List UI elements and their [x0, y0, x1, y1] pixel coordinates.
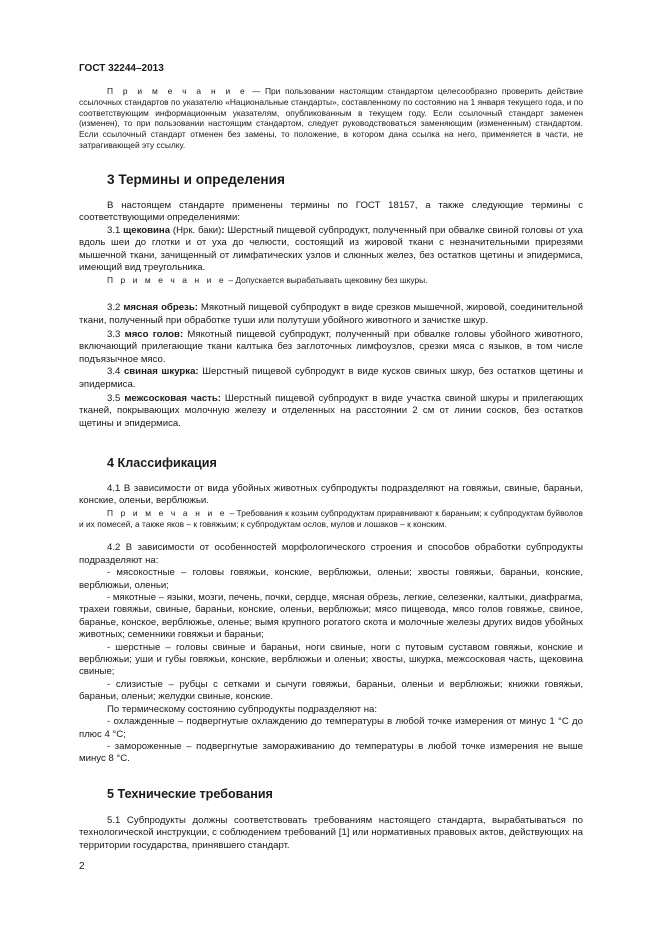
clause-4-1: 4.1 В зависимости от вида убойных животных субпродукты подразделяют на говяжьи, свиные, бараньи, конские, оленьи, верблюжьи.	[79, 483, 583, 507]
section-4-heading	[79, 456, 583, 470]
section-3-heading	[79, 172, 583, 187]
term-name: свиная шкурка:	[123, 366, 199, 378]
section-title: 4 Классификация	[107, 456, 217, 470]
list-item: - мясокостные – головы говяжьи, конские, верблюжьи, оленьи; хвосты говяжьи, бараньи, конские, верблюжьи, оленьи;	[79, 567, 583, 591]
term-3-2	[79, 302, 583, 327]
intro-note	[79, 86, 583, 151]
term-name: межсосковая часть:	[124, 393, 221, 405]
note-body: – Требования к козьим субпродуктам приравнивают к бараньим; к субпродуктам буйволов и их помесей, а также яков – к говяжьим; к субпродуктам ослов, мулов и лошаков – к конским.	[79, 507, 583, 529]
term-3-5	[79, 393, 583, 430]
list-item: - слизистые – рубцы с сетками и сычуги говяжьи, бараньи, оленьи и верблюжьи; книжки говяжьи, бараньи, оленьи; желудки свиные, конские.	[79, 678, 583, 703]
term-definition: Мякотный пищевой субпродукт, полученный при обвалке головы убойного животного, включающий прилегающие ткани калтыка без заглоточных лимфоузлов, срезки мяса с языков, в том числе подъязычное мясо.	[79, 329, 583, 365]
list-item: - шерстные – головы свиные и бараньи, ноги свиные, ноги с путовым суставом говяжьи, конские и верблюжьи; уши и губы говяжьи, конские, верблюжьи и оленьи; хвосты, шкурка, межсосковая часть, щековина свиные;	[79, 641, 583, 678]
term-3-4	[79, 366, 583, 391]
term-definition: Шерстный пищевой субпродукт в виде участка свиной шкуры и прилегающих тканей, покрывающих молочную железу и отделенных на расстоянии 2 см от линии сосков, без остатков щетины и эпидермиса.	[79, 393, 583, 429]
term-definition: Мякотный пищевой субпродукт в виде срезков мышечной, жировой, соединительной ткани, полученный при обработке туши или полутуши убойного животного и зачистке шкур.	[79, 302, 583, 326]
list-item: - мякотные – языки, мозги, печень, почки, сердце, мясная обрезь, легкие, селезенки, калтыки, диафрагма, трахеи говяжьи, свиные, бараньи, конские, оленьи, верблюжьи; мясо пищевода, мясо голов говяжье, свиное, баранье, конское, верблюжье, оленье; вымя крупного рогатого скота и молочные железы других видов убойных животных; семенники говяжьи и бараньи;	[79, 592, 583, 641]
note-body: – Допускается вырабатывать щековину без шкуры.	[226, 275, 428, 286]
term-3-1	[79, 225, 583, 275]
intro-note-text	[79, 86, 583, 151]
section-title: 3 Термины и определения	[107, 172, 285, 187]
term-number: 3.4	[107, 366, 124, 378]
term-name: щековина	[123, 224, 171, 236]
note-body: — При пользовании настоящим стандартом целесообразно проверить действие ссылочных стандартов по указателю «Национальные стандарты», составленному по состоянию на 1 января текущего года, и по соответствующим информационным указателям, опубликованным в текущем году. Если ссылочный стандарт заменен (изменен), то при пользовании настоящим стандартом, следует руководствоваться заменяющим (измененным) стандартом. Если ссылочный стандарт отменен без замены, то положение, в котором дана ссылка на него, применяется в части, не затрагивающей эту ссылку.	[79, 86, 583, 150]
section-5-heading	[79, 787, 583, 801]
section-4-body	[79, 483, 583, 766]
term-3-3	[79, 329, 583, 366]
term-name: мясо голов:	[124, 329, 184, 341]
clause-4-2: 4.2 В зависимости от особенностей морфологического строения и способов обработки субпродукты подразделяют на:	[79, 542, 583, 566]
term-number: 3.1	[107, 224, 124, 236]
term-name: мясная обрезь:	[123, 302, 198, 314]
list-item: - замороженные – подвергнутые замораживанию до температуры в любой точке измерения не выше минус 8 °С.	[79, 740, 583, 765]
term-colon: :	[221, 224, 225, 236]
document-header: ГОСТ 32244–2013	[79, 63, 164, 74]
term-definition: Шерстный пищевой субпродукт в виде кусков свиных шкур, без остатков щетины и эпидермиса.	[79, 366, 584, 390]
term-number: 3.3	[107, 329, 125, 341]
note-lead: П р и м е ч а н и е	[107, 275, 227, 286]
term-definition: Шерстный пищевой субпродукт, полученный при обвалке свиной головы от уха вдоль шеи до глотки и от уха до челюсти, состоящий из жировой ткани с незначительными прирезями мышечной ткани, зачищенный от лимфатических узлов и слюнных желез, без остатков щетины и эпидермиса, имеющий вид треугольника.	[79, 224, 584, 274]
section-title: 5 Технические требования	[107, 787, 273, 801]
list-item: - охлажденные – подвергнутые охлаждению до температуры в любой точке измерения от минус 1 °С до плюс 4 °С;	[79, 716, 583, 740]
clause-5-1: 5.1 Субпродукты должны соответствовать требованиям настоящего стандарта, вырабатываться по технологической инструкции, с соблюдением требований [1] или нормативных правовых актов, действующих на территории государства, принявшего стандарт.	[79, 815, 583, 851]
section-3-intro: В настоящем стандарте применены термины по ГОСТ 18157, а также следующие термины с соответствующими определениями:	[79, 200, 583, 224]
page-number: 2	[79, 861, 85, 872]
term-alt: (Нрк. баки)	[170, 224, 222, 236]
term-number: 3.5	[107, 393, 125, 405]
clause-4-1-note	[79, 508, 583, 530]
section-3-body	[79, 200, 583, 430]
term-number: 3.2	[107, 302, 124, 314]
term-3-1-note	[79, 275, 583, 286]
note-lead: П р и м е ч а н и е	[107, 86, 248, 96]
thermal-intro: По термическому состоянию субпродукты подразделяют на:	[107, 703, 378, 715]
note-lead: П р и м е ч а н и е	[107, 507, 228, 518]
section-5-body	[79, 815, 583, 852]
